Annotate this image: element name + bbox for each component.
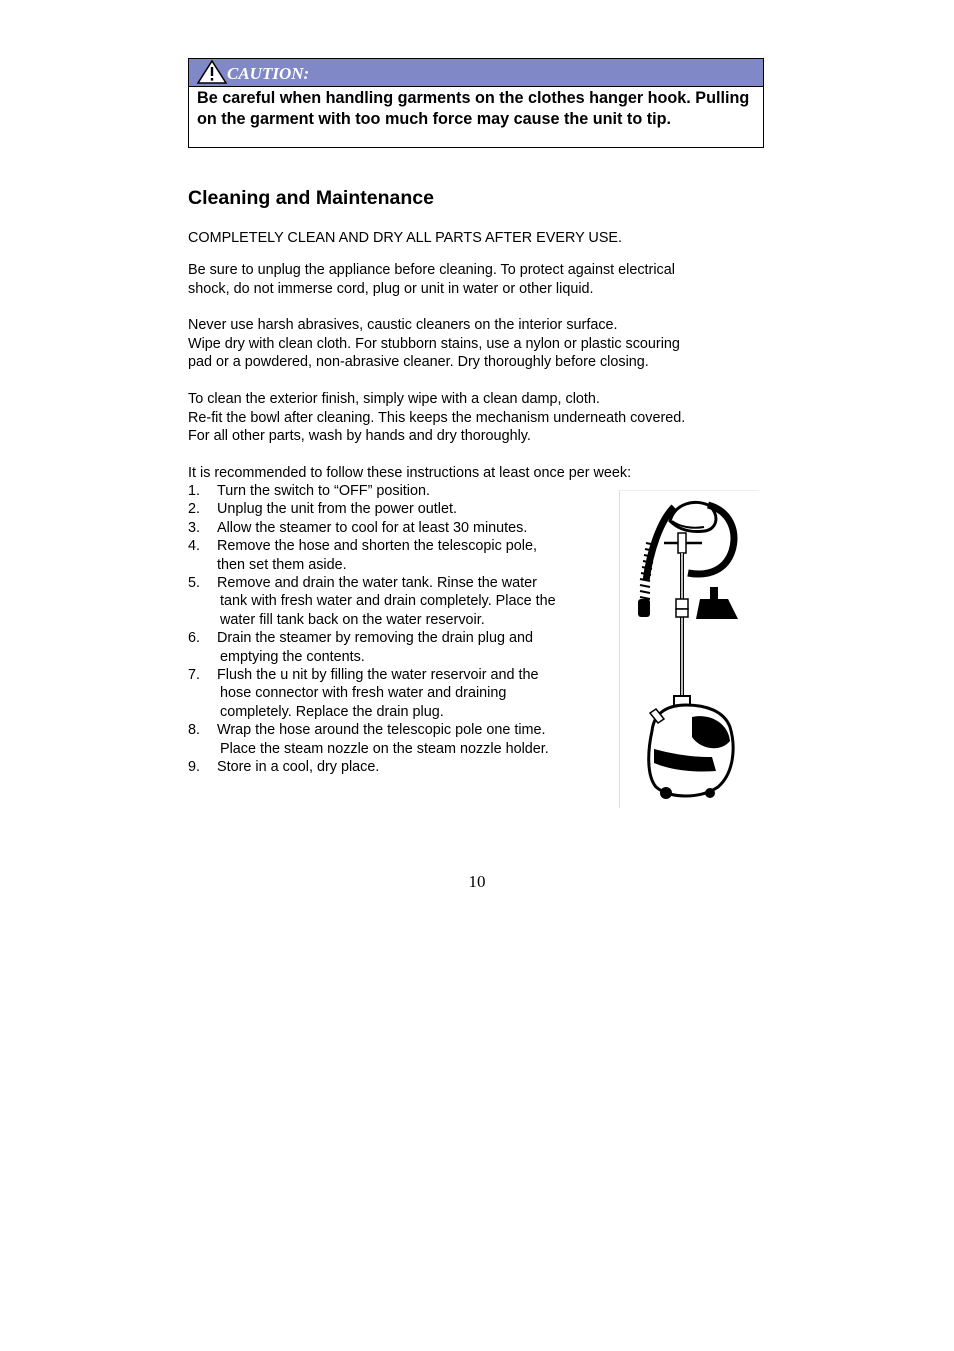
list-item [188, 758, 556, 776]
step-number: 8. [188, 722, 201, 739]
step-text: Flush the u nit by filling the water reservoir and the [217, 667, 539, 684]
step-text: Drain the steamer by removing the drain plug and [217, 630, 533, 647]
list-item [188, 574, 556, 629]
text-line: Re-fit the bowl after cleaning. This keeps the mechanism underneath covered. [188, 409, 686, 426]
step-text: Unplug the unit from the power outlet. [217, 501, 457, 518]
step-text: Allow the steamer to cool for at least 30 minutes. [217, 519, 528, 536]
step-number: 1. [188, 483, 201, 499]
list-item [188, 629, 556, 666]
step-text-cont: tank with fresh water and drain completely. Place the [220, 593, 556, 610]
caution-box [188, 58, 764, 148]
text-line: For all other parts, wash by hands and dry thoroughly. [188, 428, 531, 444]
paragraph-exterior [188, 390, 685, 446]
maintenance-steps-list [188, 482, 556, 777]
instructions-intro: It is recommended to follow these instructions at least once per week: [188, 465, 632, 481]
step-number: 9. [188, 759, 201, 776]
step-text-cont: then set them aside. [217, 556, 347, 573]
step-text: Store in a cool, dry place. [217, 759, 380, 776]
warning-triangle-icon [197, 60, 227, 84]
list-item [188, 482, 556, 500]
step-number: 6. [188, 630, 201, 647]
section-heading: Cleaning and Maintenance [188, 187, 434, 209]
list-item [188, 500, 556, 518]
list-item [188, 519, 556, 537]
step-number: 4. [188, 538, 201, 555]
caution-title: CAUTION: [227, 64, 310, 83]
steamer-drawing [620, 491, 760, 809]
step-text-cont: hose connector with fresh water and draining [220, 685, 507, 702]
step-text-cont: completely. Replace the drain plug. [220, 703, 444, 720]
step-text: Wrap the hose around the telescopic pole one time. [217, 722, 546, 739]
page-number: 10 [468, 872, 486, 891]
step-number: 3. [188, 519, 201, 536]
step-text: Remove the hose and shorten the telescopic pole, [217, 538, 537, 555]
text-line: To clean the exterior finish, simply wipe with a clean damp, cloth. [188, 391, 600, 407]
step-text: Remove and drain the water tank. Rinse the water [217, 575, 537, 592]
text-line: Wipe dry with clean cloth. For stubborn stains, use a nylon or plastic scouring [188, 335, 680, 352]
step-number: 5. [188, 575, 201, 592]
paragraph-unplug [188, 261, 675, 298]
step-text: Turn the switch to “OFF” position. [217, 483, 430, 499]
caution-text: Be careful when handling garments on the clothes hanger hook. Pulling on the garment with too much force may cause the unit to tip. [197, 89, 750, 128]
text-line: Be sure to unplug the appliance before cleaning. To protect against electrical [188, 262, 675, 278]
list-item [188, 666, 556, 721]
list-item [188, 537, 556, 574]
text-line: shock, do not immerse cord, plug or unit in water or other liquid. [188, 280, 594, 297]
step-number: 7. [188, 667, 201, 684]
text-line: pad or a powdered, non-abrasive cleaner. Dry thoroughly before closing. [188, 354, 649, 370]
list-item [188, 721, 556, 758]
step-text-cont: water fill tank back on the water reservoir. [220, 611, 485, 628]
caution-header [189, 59, 763, 87]
paragraph-clean-dry: COMPLETELY CLEAN AND DRY ALL PARTS AFTER EVERY USE. [188, 230, 623, 246]
step-number: 2. [188, 501, 201, 518]
paragraph-interior [188, 316, 680, 372]
garment-steamer-illustration [619, 490, 759, 808]
step-text-cont: emptying the contents. [220, 648, 365, 665]
step-text-cont: Place the steam nozzle on the steam nozzle holder. [220, 740, 549, 757]
text-line: Never use harsh abrasives, caustic cleaners on the interior surface. [188, 317, 618, 333]
